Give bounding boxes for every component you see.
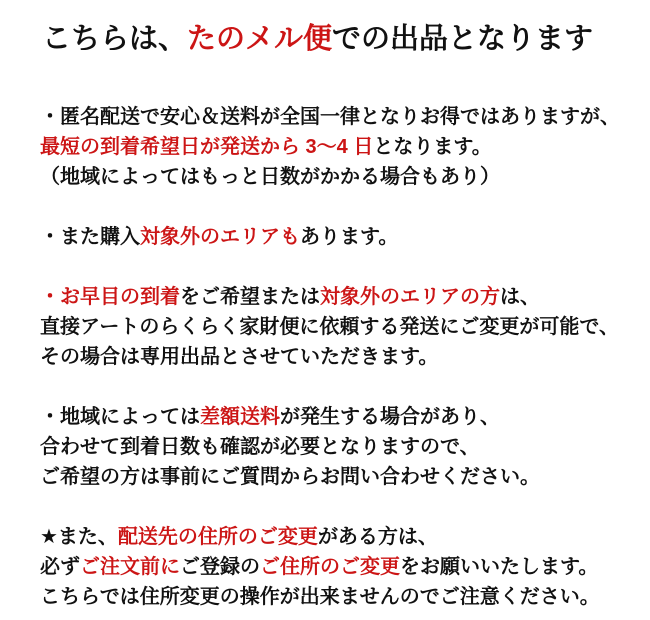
text-segment: あります。 <box>300 226 399 248</box>
text-segment: その場合は専用出品とさせていただきます。 <box>40 346 439 368</box>
text-segment: 配送先の住所のご変更 <box>117 526 318 548</box>
text-segment: こちらは、 <box>42 23 188 55</box>
notice-paragraph <box>40 522 642 612</box>
text-segment: 直接アートのらくらく家財便に依頼する発送にご変更が可能で、 <box>40 316 619 338</box>
notice-paragraph <box>40 282 642 372</box>
text-segment: たのメル便 <box>187 23 333 55</box>
text-segment: ★また、 <box>40 526 118 548</box>
text-line <box>40 582 642 612</box>
text-segment: 最短の到着希望日が発送から 3～4 日 <box>40 136 374 158</box>
text-segment: 合わせて到着日数も確認が必要となりますので、 <box>40 436 480 458</box>
text-segment: ご住所のご変更 <box>260 556 400 578</box>
text-segment: 必ず <box>40 556 80 578</box>
text-segment: ・地域によっては <box>40 406 200 428</box>
text-segment: こちらでは住所変更の操作が出来ませんのでご注意ください。 <box>40 586 600 608</box>
text-segment: での出品となります <box>332 23 594 55</box>
text-segment: ・また購入 <box>40 226 140 248</box>
text-segment: をご希望または <box>180 286 320 308</box>
text-line <box>40 402 642 432</box>
text-segment: は、 <box>500 286 540 308</box>
notice-title <box>42 22 642 57</box>
text-line <box>40 162 642 192</box>
text-segment: ご登録の <box>180 556 260 578</box>
notice-paragraph <box>40 102 642 192</box>
text-line <box>40 102 642 132</box>
text-segment: となります。 <box>373 136 492 158</box>
text-segment: が発生する場合があり、 <box>280 406 500 428</box>
text-segment: 対象外のエリアの方 <box>320 286 500 308</box>
text-segment: をお願いいたします。 <box>400 556 599 578</box>
text-line <box>40 312 642 342</box>
text-line <box>40 132 642 162</box>
text-line <box>40 522 642 552</box>
text-line <box>40 282 642 312</box>
text-segment: （地域によってはもっと日数がかかる場合もあり） <box>40 166 500 188</box>
notice-paragraph <box>40 222 642 252</box>
text-line <box>40 222 642 252</box>
text-line <box>40 462 642 492</box>
text-segment: ・匿名配送で安心＆送料が全国一律となりお得ではありますが、 <box>40 106 620 128</box>
text-segment: ・お早目の到着 <box>40 286 180 308</box>
text-segment: がある方は、 <box>317 526 438 548</box>
notice-body <box>40 102 642 612</box>
notice-paragraph <box>40 402 642 492</box>
text-line <box>40 552 642 582</box>
text-segment: 対象外のエリアも <box>140 226 300 248</box>
text-segment: ご希望の方は事前にご質問からお問い合わせください。 <box>40 466 540 488</box>
text-segment: ご注文前に <box>80 556 180 578</box>
text-line <box>40 432 642 462</box>
text-segment: 差額送料 <box>200 406 280 428</box>
text-line <box>40 342 642 372</box>
